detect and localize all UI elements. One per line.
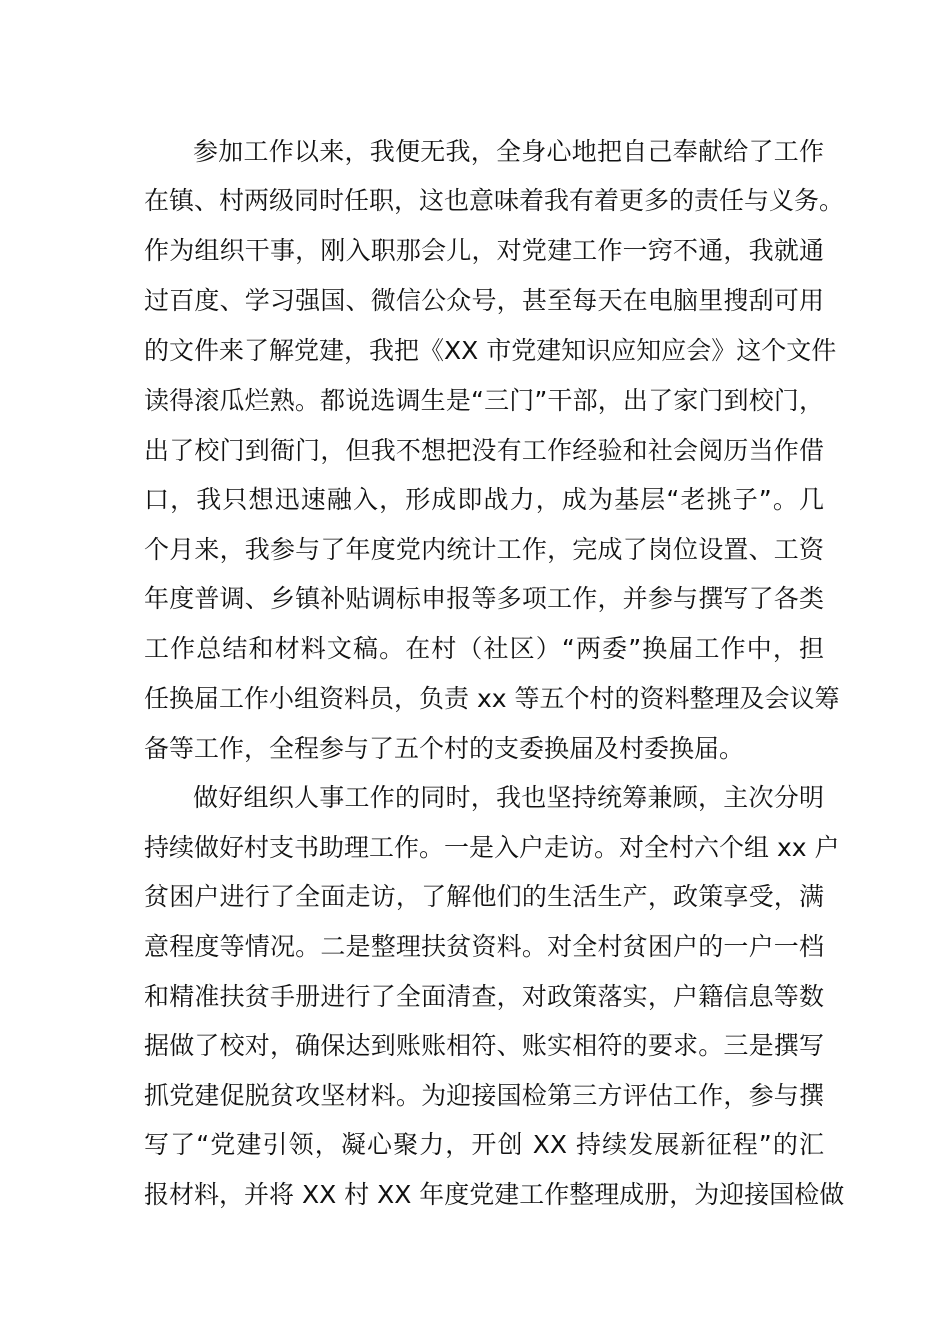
paragraph-1-line-5: 的文件来了解党建，我把《XX 市党建知识应知应会》这个文件 [144, 336, 837, 365]
paragraph-1-line-6: 读得滚瓜烂熟。都说选调生是“三门”干部，出了家门到校门， [144, 386, 824, 415]
paragraph-2-line-1: 做好组织人事工作的同时，我也坚持统筹兼顾，主次分明 [193, 783, 824, 812]
paragraph-1-line-2: 在镇、村两级同时任职，这也意味着我有着更多的责任与义务。 [144, 186, 845, 215]
paragraph-1-line-11: 工作总结和材料文稿。在村（社区）“两委”换届工作中，担 [144, 634, 824, 663]
paragraph-1-line-12: 任换届工作小组资料员，负责 xx 等五个村的资料整理及会议筹 [144, 684, 840, 713]
paragraph-2-line-5: 和精准扶贫手册进行了全面清查，对政策落实，户籍信息等数 [144, 982, 824, 1011]
paragraph-1-line-7: 出了校门到衙门，但我不想把没有工作经验和社会阅历当作借 [144, 436, 824, 465]
paragraph-2-line-6: 据做了校对，确保达到账账相符、账实相符的要求。三是撰写 [144, 1031, 824, 1060]
paragraph-2-line-8: 写了“党建引领，凝心聚力，开创 XX 持续发展新征程”的汇 [144, 1130, 824, 1159]
paragraph-1-line-4: 过百度、学习强国、微信公众号，甚至每天在电脑里搜刮可用 [144, 286, 824, 315]
paragraph-2-line-9: 报材料，并将 XX 村 XX 年度党建工作整理成册，为迎接国检做 [144, 1180, 845, 1209]
paragraph-1-line-8: 口，我只想迅速融入，形成即战力，成为基层“老挑子”。几 [144, 485, 824, 514]
paragraph-2-line-2: 持续做好村支书助理工作。一是入户走访。对全村六个组 xx 户 [144, 833, 840, 862]
paragraph-1-line-10: 年度普调、乡镇补贴调标申报等多项工作，并参与撰写了各类 [144, 584, 824, 613]
paragraph-2-line-7: 抓党建促脱贫攻坚材料。为迎接国检第三方评估工作，参与撰 [144, 1081, 824, 1110]
paragraph-2-line-4: 意程度等情况。二是整理扶贫资料。对全村贫困户的一户一档 [144, 932, 824, 961]
paragraph-1-line-13: 备等工作，全程参与了五个村的支委换届及村委换届。 [144, 734, 745, 763]
paragraph-1-line-3: 作为组织干事，刚入职那会儿，对党建工作一窍不通，我就通 [144, 236, 824, 265]
paragraph-2-line-3: 贫困户进行了全面走访，了解他们的生活生产，政策享受，满 [144, 882, 824, 911]
paragraph-1-line-1: 参加工作以来，我便无我，全身心地把自己奉献给了工作 [193, 137, 824, 166]
paragraph-1-line-9: 个月来，我参与了年度党内统计工作，完成了岗位设置、工资 [144, 535, 824, 564]
